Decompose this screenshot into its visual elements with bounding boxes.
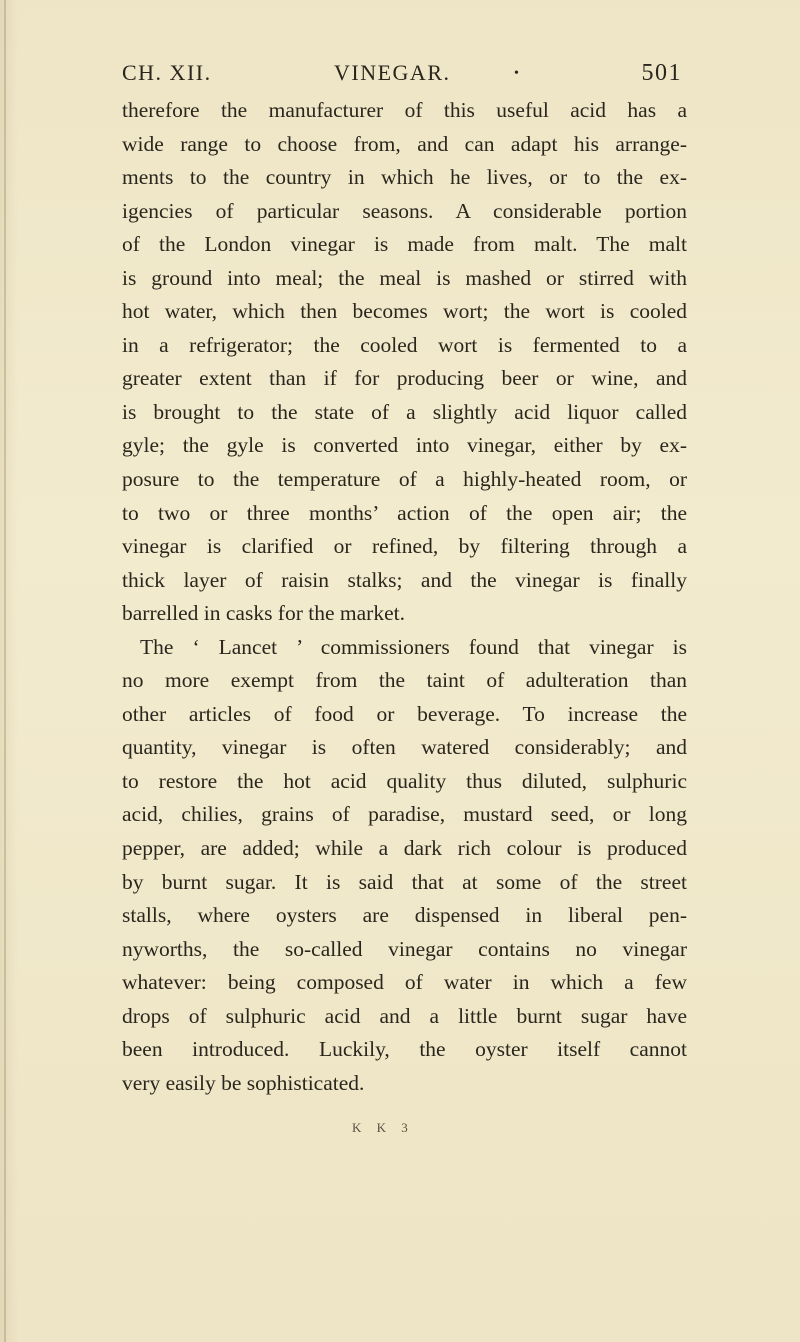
header-dot: • (514, 66, 521, 81)
signature-mark: K K 3 (352, 1120, 414, 1135)
text-line: greater extent than if for producing beer or wine, and (122, 366, 687, 391)
text-line: hot water, which then becomes wort; the wort is cooled (122, 299, 687, 324)
text-line: drops of sulphuric acid and a little burnt sugar have (122, 1003, 687, 1028)
text-line: thick layer of raisin stalks; and the vinegar is finally (122, 567, 687, 592)
text-line: is brought to the state of a slightly acid liquor called (122, 399, 687, 424)
text-line: vinegar is clarified or refined, by filtering through a (122, 534, 687, 559)
text-line: to restore the hot acid quality thus diluted, sulphuric (122, 768, 687, 793)
section-title: VINEGAR. (334, 60, 451, 85)
body-text (122, 94, 687, 1100)
text-line: igencies of particular seasons. A considerable portion (122, 198, 687, 223)
paragraph-start-line: The ‘ Lancet ’ commissioners found that vinegar is (140, 634, 687, 659)
text-line: is ground into meal; the meal is mashed or stirred with (122, 265, 687, 290)
paragraph-end-line: very easily be sophisticated. (122, 1070, 365, 1095)
text-line: therefore the manufacturer of this useful acid has a (122, 98, 687, 122)
page-number: 501 (641, 60, 682, 86)
text-line: no more exempt from the taint of adulteration than (122, 668, 687, 693)
text-line: other articles of food or beverage. To increase the (122, 701, 687, 726)
text-line: been introduced. Luckily, the oyster itself cannot (122, 1037, 687, 1062)
text-line: quantity, vinegar is often watered considerably; and (122, 735, 687, 760)
text-line: by burnt sugar. It is said that at some of the street (122, 869, 687, 894)
text-line: stalls, where oysters are dispensed in liberal pen- (122, 903, 687, 928)
text-line: of the London vinegar is made from malt. The malt (122, 232, 687, 257)
text-line: posure to the temperature of a highly-heated room, or (122, 467, 687, 492)
text-line: acid, chilies, grains of paradise, mustard seed, or long (122, 802, 687, 827)
text-line: wide range to choose from, and can adapt his arrange- (122, 131, 687, 156)
chapter-label: CH. XII. (122, 60, 212, 85)
text-line: ments to the country in which he lives, or to the ex- (122, 165, 687, 190)
text-line: to two or three months’ action of the open air; the (122, 500, 687, 525)
text-line: nyworths, the so-called vinegar contains no vinegar (122, 936, 687, 961)
text-line: in a refrigerator; the cooled wort is fermented to a (122, 332, 687, 357)
text-line: gyle; the gyle is converted into vinegar, either by ex- (122, 433, 687, 458)
text-line: pepper, are added; while a dark rich colour is produced (122, 836, 687, 861)
paragraph-end-line: barrelled in casks for the market. (122, 601, 405, 626)
running-head (122, 60, 682, 96)
text-line: whatever: being composed of water in which a few (122, 970, 687, 995)
page-gutter-edge (4, 0, 6, 1342)
